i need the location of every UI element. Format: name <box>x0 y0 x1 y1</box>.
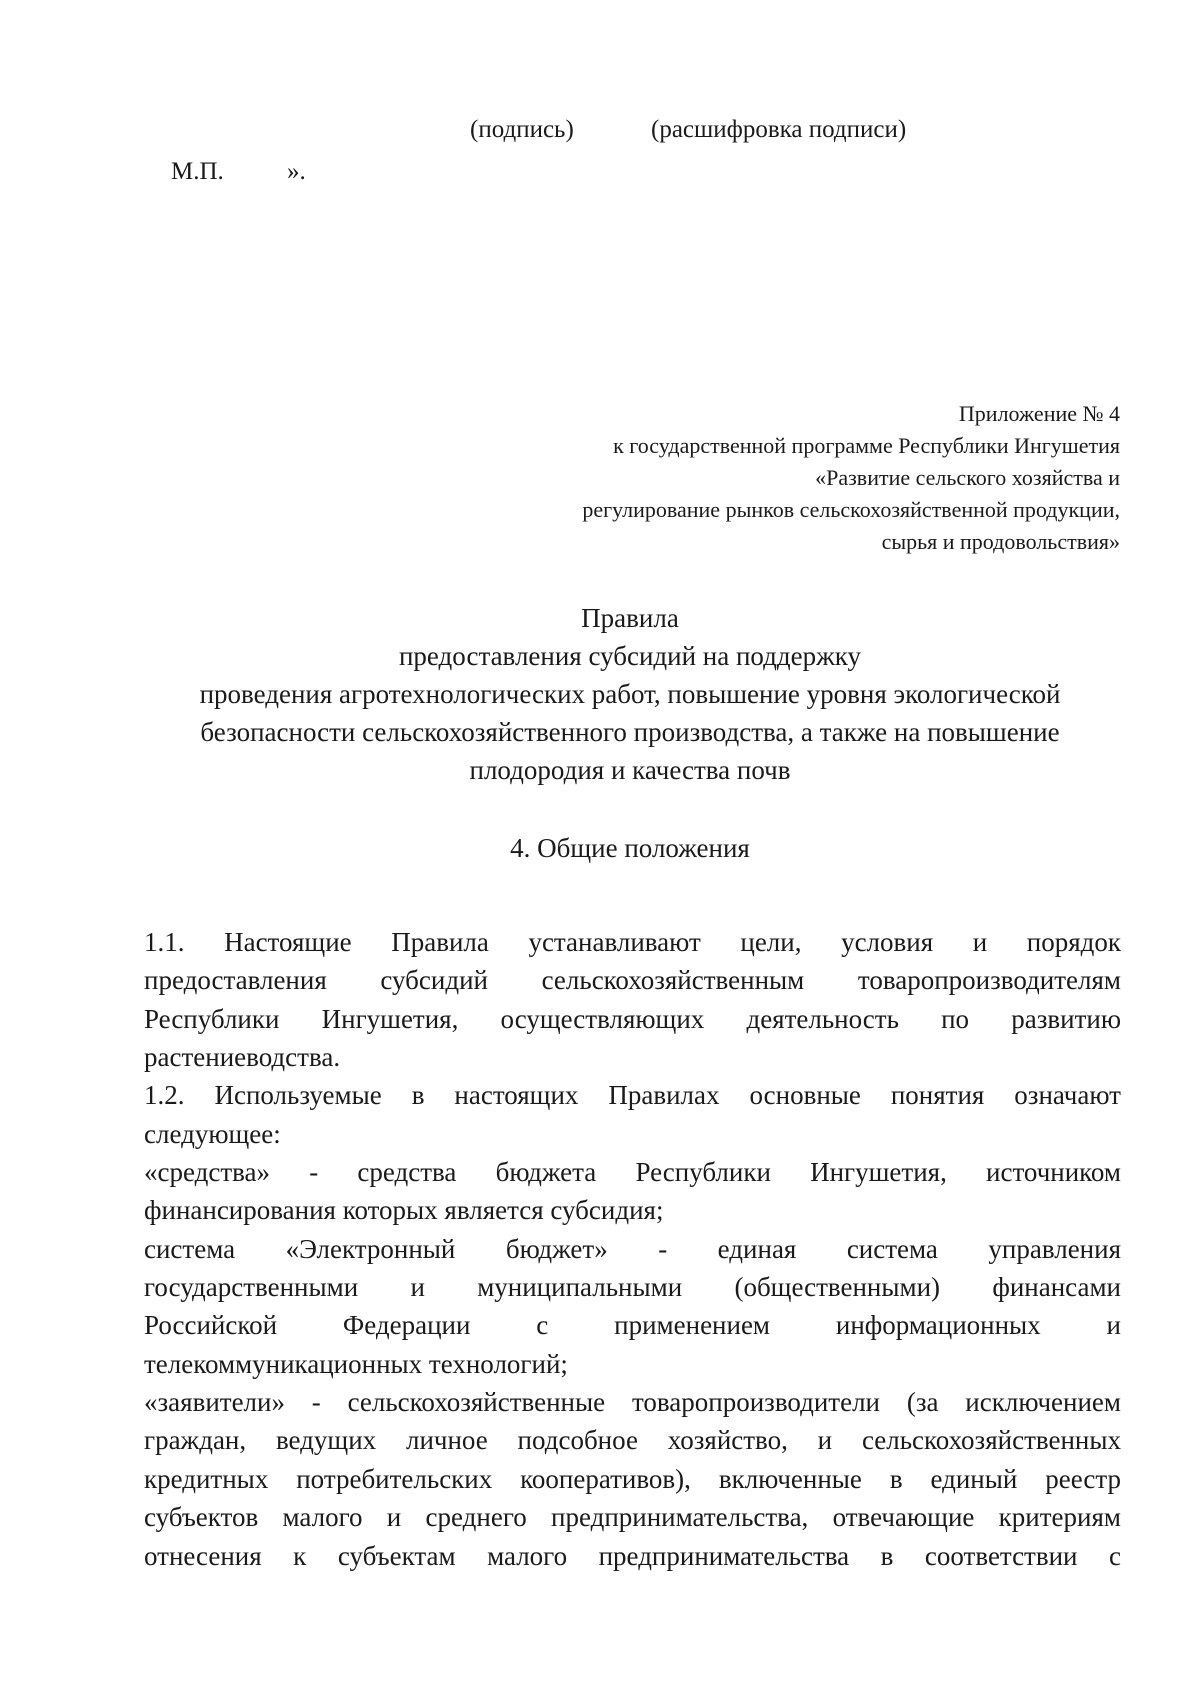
body-line: «заявители» - сельскохозяйственные товаропроизводители (за исключением <box>144 1387 1121 1418</box>
title-line: плодородия и качества почв <box>469 755 791 785</box>
body-line: предоставления субсидий сельскохозяйственным товаропроизводителям <box>144 965 1121 996</box>
appendix-line: «Развитие сельского хозяйства и <box>815 465 1120 490</box>
appendix-line: регулирование рынков сельскохозяйственной продукции, <box>582 497 1120 522</box>
section-heading: 4. Общие положения <box>510 833 750 863</box>
body-line: субъектов малого и среднего предпринимательства, отвечающие критериям <box>144 1502 1121 1533</box>
appendix-reference <box>420 398 1120 558</box>
body-line: государственными и муниципальными (общественными) финансами <box>144 1272 1121 1303</box>
body-line: кредитных потребительских кооперативов), включенные в единый реестр <box>144 1463 1121 1494</box>
appendix-line: Приложение № 4 <box>958 401 1120 426</box>
body-line: телекоммуникационных технологий; <box>144 1348 568 1379</box>
body-line: финансирования которых является субсидия; <box>144 1195 664 1226</box>
signature-decode-caption: (расшифровка подписи) <box>651 116 907 143</box>
appendix-line: сырья и продовольствия» <box>881 529 1120 554</box>
body-line: растениеводства. <box>144 1042 341 1073</box>
body-line: 1.1. Настоящие Правила устанавливают цели, условия и порядок <box>144 927 1121 957</box>
title-line: предоставления субсидий на поддержку <box>398 641 862 671</box>
body-line: система «Электронный бюджет» - единая система управления <box>144 1233 1121 1264</box>
title-line: Правила <box>581 603 679 633</box>
appendix-line: к государственной программе Республики Ингушетия <box>613 433 1120 458</box>
stamp-placeholder-label: М.П. <box>171 158 224 185</box>
body-text <box>144 923 1121 1575</box>
body-line: отнесения к субъектам малого предпринимательства в соответствии с <box>144 1540 1121 1571</box>
body-line: «средства» - средства бюджета Республики Ингушетия, источником <box>144 1157 1121 1188</box>
document-title <box>130 599 1130 789</box>
signature-caption: (подпись) <box>470 116 574 143</box>
body-line: граждан, ведущих личное подсобное хозяйство, и сельскохозяйственных <box>144 1425 1121 1456</box>
closing-quote: ». <box>287 158 306 185</box>
body-line: следующее: <box>144 1118 281 1149</box>
title-line: безопасности сельскохозяйственного производства, а также на повышение <box>200 717 1060 747</box>
body-line: 1.2. Используемые в настоящих Правилах основные понятия означают <box>144 1080 1121 1111</box>
body-line: Российской Федерации с применением информационных и <box>144 1310 1121 1341</box>
title-line: проведения агротехнологических работ, повышение уровня экологической <box>199 679 1061 709</box>
body-line: Республики Ингушетия, осуществляющих деятельность по развитию <box>144 1003 1121 1034</box>
